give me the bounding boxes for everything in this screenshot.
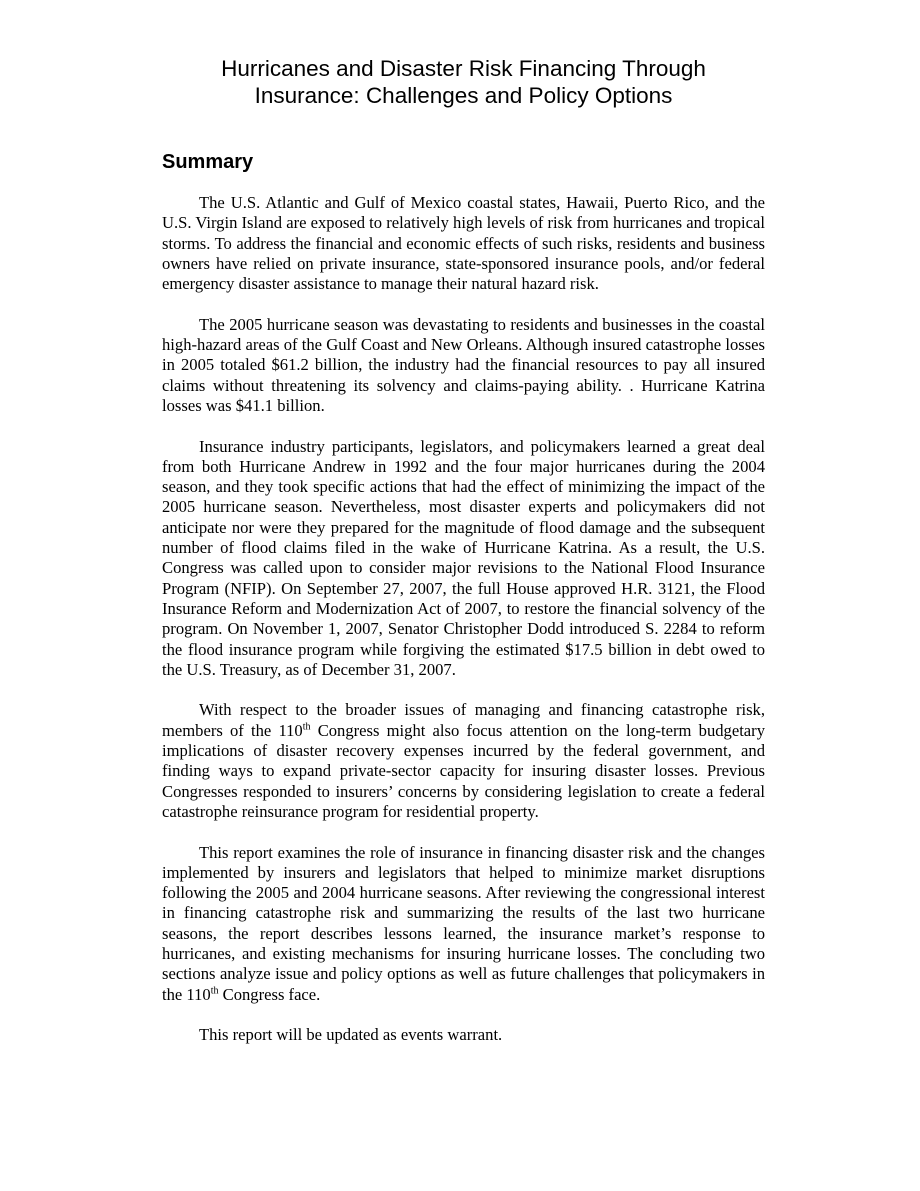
- paragraph-4-text-a: With respect to the broader issues of managing and financing catastrophe risk, members of the 110: [162, 700, 765, 740]
- title-line-2: Insurance: Challenges and Policy Options: [254, 83, 673, 108]
- paragraph-5-text-a: This report examines the role of insurance in financing disaster risk and the changes implemented by insurers and legislators that helped to minimize market disruptions following the 2005 and 2004 hurricane seasons. After reviewing the congressional interest in financing catastrophe risk and summarizing the results of the last two hurricane seasons, the report describes lessons learned, the insurance market’s response to hurricanes, and existing mechanisms for insuring hurricane losses. The concluding two sections analyze issue and policy options as well as future challenges that policymakers in the 110: [162, 842, 765, 1004]
- document-title: [162, 55, 765, 109]
- paragraph-4-text-b: Congress might also focus attention on the long-term budgetary implications of disaster recovery expenses incurred by the federal government, and finding ways to expand private-sector capacity for insuring disaster losses. Previous Congresses responded to insurers’ concerns by considering legislation to create a federal catastrophe reinsurance program for residential property.: [162, 720, 765, 821]
- paragraph-6: This report will be updated as events warrant.: [199, 1025, 503, 1045]
- section-heading-summary: Summary: [162, 151, 254, 173]
- paragraph-3: Insurance industry participants, legislators, and policymakers learned a great deal from both Hurricane Andrew in 1992 and the four major hurricanes during the 2004 season, and they took specific actions that had the effect of minimizing the impact of the 2005 hurricane season. Nevertheless, most disaster experts and policymakers did not anticipate nor were they prepared for the magnitude of flood damage and the subsequent number of flood claims filed in the wake of Hurricane Katrina. As a result, the U.S. Congress was called upon to consider major revisions to the National Flood Insurance Program (NFIP). On September 27, 2007, the full House approved H.R. 3121, the Flood Insurance Reform and Modernization Act of 2007, to restore the financial solvency of the program. On November 1, 2007, Senator Christopher Dodd introduced S. 2284 to reform the flood insurance program while forgiving the estimated $17.5 billion in debt owed to the U.S. Treasury, as of December 31, 2007.: [162, 436, 765, 679]
- paragraph-5: [162, 843, 765, 1005]
- title-line-1: Hurricanes and Disaster Risk Financing Through: [221, 56, 706, 81]
- ordinal-suffix: th: [210, 985, 219, 997]
- paragraph-4: [162, 700, 765, 822]
- document-page: [162, 55, 765, 1045]
- ordinal-suffix: th: [302, 721, 311, 733]
- paragraph-2: The 2005 hurricane season was devastating to residents and businesses in the coastal high-hazard areas of the Gulf Coast and New Orleans. Although insured catastrophe losses in 2005 totaled $61.2 billion, the industry had the financial resources to pay all insured claims without threatening its solvency and claims-paying ability. . Hurricane Katrina losses was $41.1 billion.: [162, 314, 765, 415]
- paragraph-5-text-b: Congress face.: [218, 984, 321, 1004]
- paragraph-1: The U.S. Atlantic and Gulf of Mexico coastal states, Hawaii, Puerto Rico, and the U.S. Virgin Island are exposed to relatively high levels of risk from hurricanes and tropical storms. To address the financial and economic effects of such risks, residents and business owners have relied on private insurance, state-sponsored insurance pools, and/or federal emergency disaster assistance to manage their natural hazard risk.: [162, 193, 765, 294]
